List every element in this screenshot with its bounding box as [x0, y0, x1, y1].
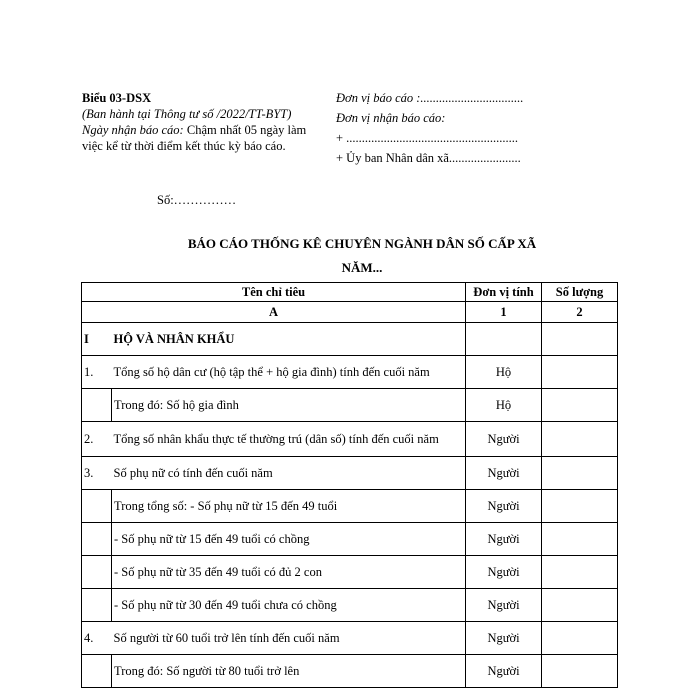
quantity-cell[interactable] — [542, 556, 618, 589]
form-code: Biểu 03-DSX — [82, 91, 152, 105]
column-index-row — [82, 302, 618, 323]
indicator-name: Trong đó: Số hộ gia đình — [112, 389, 466, 422]
unit-cell: Người — [466, 457, 542, 490]
col-index-name: A — [82, 302, 466, 323]
row-number — [82, 589, 112, 622]
unit-cell: Người — [466, 556, 542, 589]
row-number: 2. — [82, 422, 112, 457]
deadline-label: Ngày nhận báo cáo: — [82, 123, 184, 137]
row-number — [82, 556, 112, 589]
quantity-cell[interactable] — [542, 356, 618, 389]
indicator-name: HỘ VÀ NHÂN KHẨU — [112, 323, 466, 356]
header-unit: Đơn vị tính — [466, 283, 542, 302]
header-qty: Số lượng — [542, 283, 618, 302]
col-index-qty: 2 — [542, 302, 618, 323]
header-name: Tên chỉ tiêu — [82, 283, 466, 302]
table-row — [82, 655, 618, 688]
indicator-name: - Số phụ nữ từ 30 đến 49 tuổi chưa có chồng — [112, 589, 466, 622]
row-number — [82, 490, 112, 523]
form-header-right — [336, 90, 546, 166]
row-number — [82, 389, 112, 422]
row-number — [82, 523, 112, 556]
document-number: Số:…………… — [157, 193, 237, 207]
deadline-text: Chậm nhất 05 ngày làm việc kể từ thời điểm kết thúc kỳ báo cáo. — [82, 123, 307, 153]
row-number — [82, 655, 112, 688]
table-row — [82, 457, 618, 490]
table-header-row — [82, 283, 618, 302]
unit-cell: Người — [466, 490, 542, 523]
table-row — [82, 490, 618, 523]
indicator-table — [81, 282, 618, 688]
quantity-cell[interactable] — [542, 589, 618, 622]
receiving-unit: Đơn vị nhận báo cáo: — [336, 111, 446, 125]
quantity-cell[interactable] — [542, 323, 618, 356]
indicator-name: - Số phụ nữ từ 15 đến 49 tuổi có chồng — [112, 523, 466, 556]
row-number: 1. — [82, 356, 112, 389]
indicator-name: - Số phụ nữ từ 35 đến 49 tuổi có đủ 2 con — [112, 556, 466, 589]
table-row — [82, 356, 618, 389]
table-row — [82, 323, 618, 356]
table-row — [82, 389, 618, 422]
table-row — [82, 422, 618, 457]
recipient-2: + Ủy ban Nhân dân xã....................... — [336, 151, 521, 165]
indicator-name: Số người từ 60 tuổi trở lên tính đến cuối năm — [112, 622, 466, 655]
quantity-cell[interactable] — [542, 622, 618, 655]
row-number: 3. — [82, 457, 112, 490]
row-number: I — [82, 323, 112, 356]
table-row — [82, 556, 618, 589]
quantity-cell[interactable] — [542, 655, 618, 688]
indicator-name: Trong tổng số: - Số phụ nữ từ 15 đến 49 tuổi — [112, 490, 466, 523]
report-title: BÁO CÁO THỐNG KÊ CHUYÊN NGÀNH DÂN SỐ CẤP XÃ — [187, 236, 537, 251]
quantity-cell[interactable] — [542, 523, 618, 556]
deadline-note — [82, 122, 317, 154]
unit-cell: Người — [466, 589, 542, 622]
quantity-cell[interactable] — [542, 490, 618, 523]
recipient-1: + ....................................................... — [336, 131, 519, 145]
unit-cell: Người — [466, 655, 542, 688]
indicator-name: Số phụ nữ có tính đến cuối năm — [112, 457, 466, 490]
issued-by: (Ban hành tại Thông tư số /2022/TT-BYT) — [82, 107, 292, 121]
unit-cell: Hộ — [466, 389, 542, 422]
indicator-name: Trong đó: Số người từ 80 tuổi trở lên — [112, 655, 466, 688]
unit-cell: Người — [466, 622, 542, 655]
reporting-unit: Đơn vị báo cáo :................................. — [336, 91, 524, 105]
table-row — [82, 523, 618, 556]
col-index-unit: 1 — [466, 302, 542, 323]
table-row — [82, 622, 618, 655]
quantity-cell[interactable] — [542, 422, 618, 457]
report-year: NĂM... — [341, 260, 383, 275]
table-row — [82, 589, 618, 622]
form-header-left — [82, 90, 317, 154]
unit-cell — [466, 323, 542, 356]
quantity-cell[interactable] — [542, 389, 618, 422]
indicator-name: Tổng số nhân khẩu thực tế thường trú (dân số) tính đến cuối năm — [112, 422, 466, 457]
unit-cell: Người — [466, 422, 542, 457]
quantity-cell[interactable] — [542, 457, 618, 490]
indicator-name: Tổng số hộ dân cư (hộ tập thể + hộ gia đình) tính đến cuối năm — [112, 356, 466, 389]
row-number: 4. — [82, 622, 112, 655]
unit-cell: Người — [466, 523, 542, 556]
unit-cell: Hộ — [466, 356, 542, 389]
